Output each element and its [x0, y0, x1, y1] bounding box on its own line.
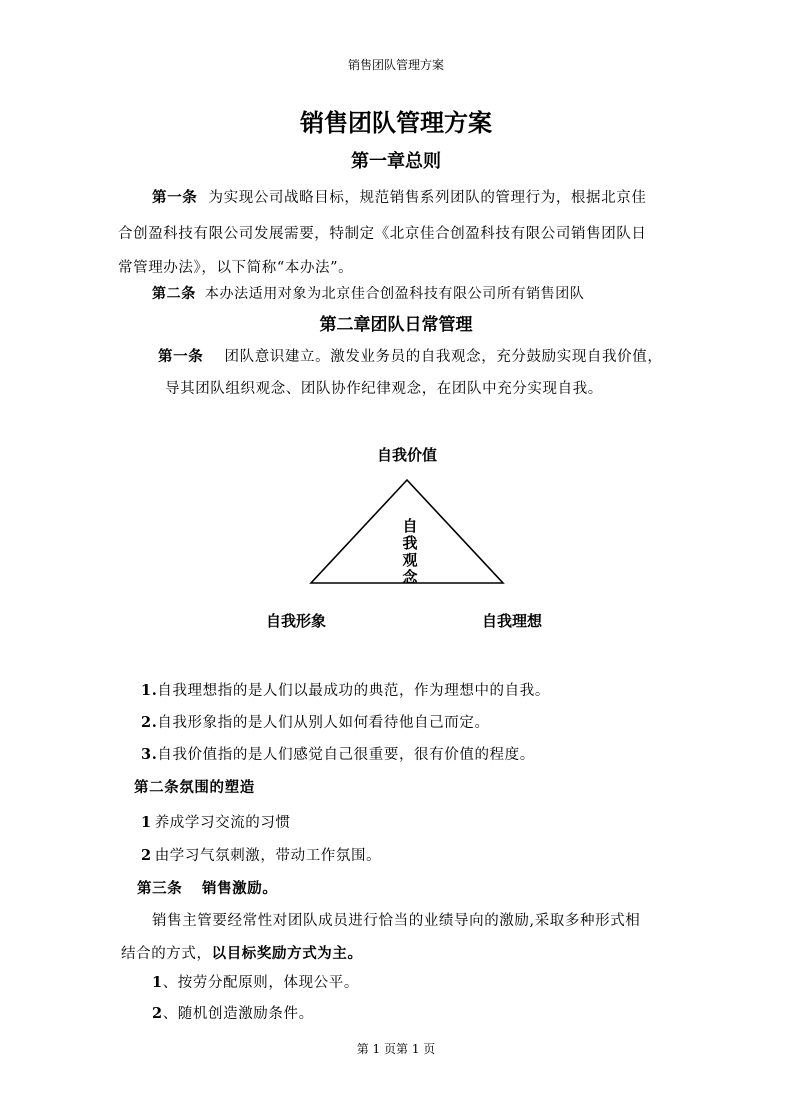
list-number: 1 — [141, 814, 152, 831]
chapter2-heading: 第二章团队日常管理 — [319, 315, 473, 335]
chapter1-heading: 第一章总则 — [351, 151, 441, 172]
document-title: 销售团队管理方案 — [300, 108, 492, 137]
list-item — [152, 971, 359, 992]
list-item — [141, 679, 550, 700]
chapter2-article3-line1: 销售主管要经常性对团队成员进行恰当的业绩导向的激励,采取多种形式相 — [152, 913, 641, 929]
article-label: 第一条 — [152, 189, 198, 206]
center-char: 念 — [402, 568, 418, 586]
list-text: 自我形象指的是人们从别人如何看待他自己而定。 — [157, 715, 490, 731]
center-char: 我 — [402, 534, 418, 552]
list-text: 由学习气氛刺激，带动工作氛围。 — [154, 848, 382, 864]
list-text: 自我价值指的是人们感觉自己很重要，很有价值的程度。 — [157, 747, 535, 763]
chapter2-article1-line2: 导其团队组织观念、团队协作纪律观念，在团队中充分实现自我。 — [165, 381, 603, 397]
chapter2-article2-heading: 第二条氛围的塑造 — [134, 779, 255, 796]
list-number: 2 — [141, 847, 152, 864]
running-header: 销售团队管理方案 — [347, 58, 444, 72]
article-label: 第二条 — [152, 286, 196, 302]
article-text: 为实现公司战略目标，规范销售系列团队的管理行为，根据北京佳 — [208, 190, 647, 206]
center-char: 观 — [402, 551, 418, 569]
diagram-center-label — [401, 518, 419, 586]
diagram-left-label: 自我形象 — [266, 612, 327, 630]
list-number: 3. — [141, 746, 158, 763]
list-number: 2. — [141, 714, 158, 731]
diagram-right-label: 自我理想 — [482, 612, 543, 630]
chapter2-article3-heading — [137, 877, 277, 898]
article-label: 第一条 — [158, 348, 204, 365]
article-title: 销售激励。 — [201, 880, 278, 897]
chapter1-article1-line2: 合创盈科技有限公司发展需要，特制定《北京佳合创盈科技有限公司销售团队日 — [118, 226, 647, 242]
article-text: 结合的方式， — [121, 946, 212, 962]
chapter1-article2 — [152, 283, 584, 303]
list-text: 、按劳分配原则，体现公平。 — [162, 975, 360, 991]
article-label: 第三条 — [137, 880, 183, 897]
chapter2-article3-line2 — [121, 942, 363, 963]
list-number: 1 — [152, 974, 163, 991]
chapter1-article1-line3: 常管理办法》，以下简称“本办法”。 — [118, 260, 354, 276]
chapter2-article1-line1 — [158, 345, 662, 366]
list-number: 1. — [141, 682, 158, 699]
chapter1-article1-line1 — [152, 186, 646, 207]
diagram-top-label: 自我价值 — [377, 446, 438, 464]
list-text: 自我理想指的是人们以最成功的典范，作为理想中的自我。 — [157, 683, 550, 699]
page-footer: 第 1 页第 1 页 — [356, 1042, 436, 1056]
list-number: 2 — [152, 1005, 163, 1022]
article-emphasis: 以目标奖励方式为主。 — [211, 945, 363, 962]
center-char: 自 — [402, 517, 418, 535]
article-text: 团队意识建立。激发业务员的自我观念，充分鼓励实现自我价值， — [224, 349, 663, 365]
list-item — [141, 811, 291, 832]
list-item — [141, 711, 490, 732]
list-item — [141, 844, 381, 865]
list-item — [141, 743, 535, 764]
list-text: 、随机创造激励条件。 — [162, 1006, 314, 1022]
list-item — [152, 1002, 314, 1023]
article-text: 本办法适用对象为北京佳合创盈科技有限公司所有销售团队 — [204, 286, 585, 302]
list-text: 养成学习交流的习惯 — [154, 815, 291, 831]
